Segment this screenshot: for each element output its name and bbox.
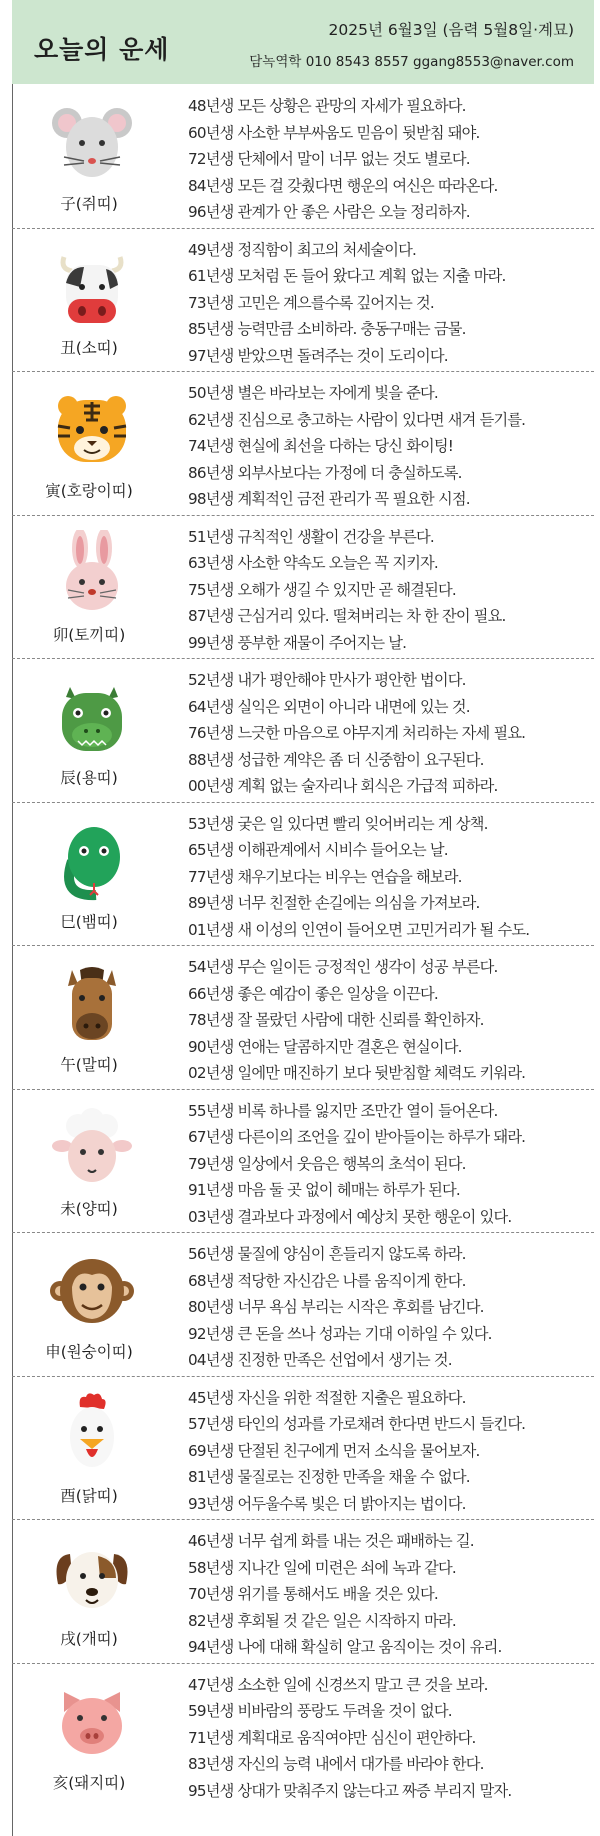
fortune-line: 84년생 모든 걸 갖췄다면 행운의 여신은 따라온다.: [188, 176, 498, 195]
pig-icon: [50, 1678, 134, 1762]
zodiac-label: 寅(호랑이띠): [45, 482, 133, 500]
fortune-line: 03년생 결과보다 과정에서 예상치 못한 행운이 있다.: [188, 1207, 512, 1226]
tiger-icon: [50, 386, 134, 470]
zodiac-label: 戌(개띠): [60, 1630, 118, 1648]
fortune-line: 57년생 타인의 성과를 가로채려 한다면 반드시 들킨다.: [188, 1415, 526, 1433]
fortune-line: 75년생 오해가 생길 수 있지만 곧 해결된다.: [188, 580, 456, 599]
zodiac-list: [12, 85, 594, 1807]
zodiac-label: 辰(용띠): [60, 769, 118, 787]
rabbit-icon: [50, 530, 134, 614]
zodiac-row: [12, 85, 594, 229]
zodiac-row: [12, 659, 594, 803]
zodiac-label: 申(원숭이띠): [45, 1343, 133, 1361]
fortune-lines: [188, 1098, 594, 1231]
rat-icon: [50, 99, 134, 183]
fortune-line: 89년생 너무 친절한 손길에는 의심을 가져보라.: [188, 894, 480, 912]
fortune-line: 99년생 풍부한 재물이 주어지는 날.: [188, 633, 407, 652]
fortune-lines: [188, 811, 594, 944]
fortune-lines: [188, 1385, 594, 1518]
fortune-line: 73년생 고민은 계으를수록 깊어지는 것.: [188, 293, 434, 312]
fortune-line: 65년생 이해관계에서 시비수 들어오는 날.: [188, 841, 448, 859]
zodiac-label: 丑(소띠): [60, 338, 118, 357]
fortune-line: 78년생 잘 몰랐던 사람에 대한 신뢰를 확인하자.: [188, 1011, 484, 1029]
ox-icon: [50, 243, 134, 327]
contact-line: 담녹역학 010 8543 8557 ggang8553@naver.com: [249, 54, 574, 70]
zodiac-row: [12, 516, 594, 660]
zodiac-row: [12, 1377, 594, 1521]
snake-icon: [50, 817, 134, 901]
fortune-lines: [188, 667, 594, 800]
fortune-line: 91년생 마음 둘 곳 없이 헤매는 하루가 된다.: [188, 1181, 460, 1199]
fortune-line: 67년생 다른이의 조언을 깊이 받아들이는 하루가 돼라.: [188, 1128, 526, 1146]
fortune-line: 77년생 채우기보다는 비우는 연습을 해보라.: [188, 867, 462, 886]
fortune-line: 04년생 진정한 만족은 선업에서 생기는 것.: [188, 1351, 452, 1369]
fortune-line: 88년생 성급한 계약은 좀 더 신중함이 요구된다.: [188, 750, 484, 769]
page-title: 오늘의 운세: [34, 35, 170, 64]
fortune-line: 53년생 궂은 일 있다면 빨리 잊어버리는 게 상책.: [188, 814, 488, 833]
zodiac-row: [12, 1520, 594, 1664]
dragon-icon: [50, 673, 134, 757]
fortune-line: 94년생 나에 대해 확실히 알고 움직이는 것이 유리.: [188, 1638, 502, 1656]
fortune-line: 64년생 실익은 외면이 아니라 내면에 있는 것.: [188, 697, 470, 716]
zodiac-row: [12, 1233, 594, 1377]
fortune-lines: [188, 93, 594, 226]
zodiac-label: 巳(뱀띠): [60, 912, 118, 931]
fortune-line: 81년생 물질로는 진정한 만족을 채울 수 없다.: [188, 1468, 470, 1486]
zodiac-label: 午(말띠): [60, 1056, 118, 1074]
zodiac-label: 卯(토끼띠): [52, 625, 126, 644]
fortune-lines: [188, 1672, 594, 1805]
fortune-line: 97년생 받았으면 돌려주는 것이 도리이다.: [188, 346, 448, 365]
rooster-icon: [50, 1391, 134, 1475]
fortune-line: 98년생 계획적인 금전 관리가 꼭 필요한 시점.: [188, 490, 470, 508]
fortune-line: 96년생 관계가 안 좋은 사람은 오늘 정리하자.: [188, 203, 470, 221]
fortune-line: 56년생 물질에 양심이 흔들리지 않도록 하라.: [188, 1245, 466, 1263]
fortune-line: 69년생 단절된 친구에게 먼저 소식을 물어보자.: [188, 1441, 480, 1460]
zodiac-row: [12, 946, 594, 1090]
fortune-lines: [188, 1528, 594, 1661]
fortune-line: 80년생 너무 욕심 부리는 시작은 후회를 남긴다.: [188, 1298, 484, 1316]
fortune-line: 74년생 현실에 최선을 다하는 당신 화이팅!: [188, 437, 454, 455]
fortune-line: 62년생 진심으로 충고하는 사람이 있다면 새겨 듣기를.: [188, 410, 526, 429]
dog-icon: [50, 1534, 134, 1618]
fortune-line: 47년생 소소한 일에 신경쓰지 말고 큰 것을 보라.: [188, 1675, 488, 1694]
fortune-line: 85년생 능력만큼 소비하라. 충동구매는 금물.: [188, 320, 466, 338]
fortune-line: 71년생 계획대로 움직여야만 심신이 편안하다.: [188, 1728, 476, 1747]
fortune-line: 68년생 적당한 자신감은 나를 움직이게 한다.: [188, 1271, 466, 1290]
fortune-line: 93년생 어두울수록 빛은 더 밝아지는 법이다.: [188, 1494, 466, 1513]
fortune-line: 61년생 모처럼 돈 들어 왔다고 계획 없는 지출 마라.: [188, 267, 506, 285]
fortune-line: 82년생 후회될 것 같은 일은 시작하지 마라.: [188, 1611, 456, 1630]
fortune-line: 95년생 상대가 맞춰주지 않는다고 짜증 부리지 말자.: [188, 1781, 512, 1800]
zodiac-row: [12, 803, 594, 947]
fortune-line: 46년생 너무 쉽게 화를 내는 것은 패배하는 길.: [188, 1532, 474, 1550]
fortune-line: 76년생 느긋한 마음으로 야무지게 처리하는 자세 필요.: [188, 724, 526, 742]
fortune-line: 48년생 모든 상황은 관망의 자세가 필요하다.: [188, 97, 466, 115]
fortune-line: 51년생 규칙적인 생활이 건강을 부른다.: [188, 527, 434, 546]
fortune-line: 66년생 좋은 예감이 좋은 일상을 이끈다.: [188, 984, 438, 1003]
zodiac-label: 子(쥐띠): [60, 195, 118, 213]
fortune-line: 49년생 정직함이 최고의 처세술이다.: [188, 240, 417, 259]
fortune-line: 60년생 사소한 부부싸움도 믿음이 뒷받침 돼야.: [188, 123, 480, 142]
fortune-line: 87년생 근심거리 있다. 떨쳐버리는 차 한 잔이 필요.: [188, 607, 506, 625]
fortune-line: 01년생 새 이성의 인연이 들어오면 고민거리가 될 수도.: [188, 920, 530, 939]
fortune-line: 55년생 비록 하나를 잃지만 조만간 열이 들어온다.: [188, 1101, 498, 1120]
zodiac-row: [12, 372, 594, 516]
fortune-line: 70년생 위기를 통해서도 배울 것은 있다.: [188, 1585, 438, 1603]
fortune-line: 63년생 사소한 약속도 오늘은 꼭 지키자.: [188, 554, 438, 572]
fortune-lines: [188, 237, 594, 370]
fortune-line: 79년생 일상에서 웃음은 행복의 초석이 된다.: [188, 1154, 466, 1173]
fortune-line: 83년생 자신의 능력 내에서 대가를 바라야 한다.: [188, 1755, 484, 1773]
fortune-line: 54년생 무슨 일이든 긍정적인 생각이 성공 부른다.: [188, 958, 498, 976]
fortune-line: 02년생 일에만 매진하기 보다 뒷받침할 체력도 키워라.: [188, 1064, 526, 1082]
zodiac-row: [12, 229, 594, 373]
fortune-line: 72년생 단체에서 말이 너무 없는 것도 별로다.: [188, 150, 470, 168]
zodiac-label: 亥(돼지띠): [52, 1773, 126, 1792]
sheep-icon: [50, 1104, 134, 1188]
header-bar: [12, 0, 594, 84]
fortune-line: 59년생 비바람의 풍랑도 두려울 것이 없다.: [188, 1702, 452, 1720]
zodiac-row: [12, 1664, 594, 1808]
fortune-line: 58년생 지나간 일에 미련은 쇠에 녹과 같다.: [188, 1558, 456, 1577]
fortune-line: 00년생 계획 없는 술자리나 회식은 가급적 피하라.: [188, 777, 498, 795]
fortune-lines: [188, 380, 594, 513]
fortune-lines: [188, 524, 594, 657]
fortune-line: 92년생 큰 돈을 쓰나 성과는 기대 이하일 수 있다.: [188, 1324, 492, 1343]
horse-icon: [50, 960, 134, 1044]
zodiac-label: 未(양띠): [60, 1199, 118, 1218]
fortune-line: 52년생 내가 평안해야 만사가 평안한 법이다.: [188, 671, 466, 689]
zodiac-label: 酉(닭띠): [60, 1486, 118, 1505]
monkey-icon: [50, 1247, 134, 1331]
date-line: 2025년 6월3일 (음력 5월8일·계묘): [328, 21, 574, 39]
fortune-lines: [188, 954, 594, 1087]
fortune-line: 90년생 연애는 달콤하지만 결혼은 현실이다.: [188, 1037, 462, 1056]
fortune-line: 50년생 별은 바라보는 자에게 빛을 준다.: [188, 384, 438, 402]
fortune-line: 86년생 외부사보다는 가정에 더 충실하도록.: [188, 463, 462, 482]
fortune-lines: [188, 1241, 594, 1374]
zodiac-row: [12, 1090, 594, 1234]
fortune-line: 45년생 자신을 위한 적절한 지출은 필요하다.: [188, 1388, 466, 1407]
